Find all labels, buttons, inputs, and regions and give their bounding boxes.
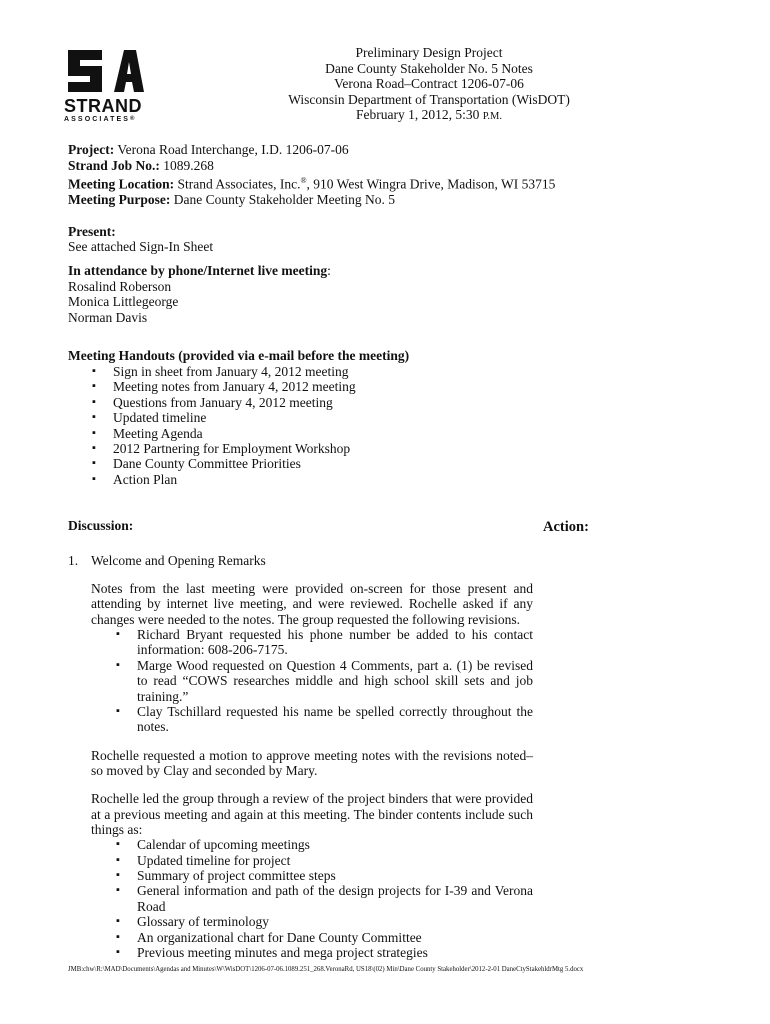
list-item: ▪ Sign in sheet from January 4, 2012 meeting [92,364,588,379]
list-item: ▪ Marge Wood requested on Question 4 Comments, part a. (1) be revised to read “COWS researches middle and high school skill sets and job training.” [116,658,533,704]
logo-name: STRAND [64,96,142,116]
binder-contents-list [91,837,533,960]
purpose-line: Meeting Purpose: Dane County Stakeholder Meeting No. 5 [68,192,395,208]
list-item: ▪ Action Plan [92,472,588,487]
list-item: ▪ Meeting notes from January 4, 2012 meeting [92,379,588,394]
item-1-body [91,581,533,960]
handouts-list [68,364,588,487]
header-line-3: Verona Road–Contract 1206-07-06 [334,76,524,92]
list-item: ▪ Questions from January 4, 2012 meeting [92,395,588,410]
handouts-heading: Meeting Handouts (provided via e-mail before the meeting) [68,348,410,364]
action-heading: Action: [543,519,589,535]
present-heading: Present: [68,223,116,239]
item-1-para-2: Rochelle requested a motion to approve meeting notes with the revisions noted–so moved by Clay and seconded by Mary. [91,747,533,779]
project-line: Project: Verona Road Interchange, I.D. 1206-07-06 [68,142,349,157]
item-1-para-3: Rochelle led the group through a review of the project binders that were provided at a previous meeting and again at this meeting. The binder contents include such things as: [91,791,533,837]
file-path-footer: JMB:chw\R:\MAD\Documents\Agendas and Minutes\W\WisDOT\1206-07-06.1089.251_268.VeronaRd, US18\(02) Min\Dane County Stakeholder\2012-2-01 DaneCtyStakehldrMtg 5.docx [68,966,584,973]
logo-tagline: ASSOCIATES® [64,116,137,123]
discussion-heading: Discussion: [68,518,134,533]
list-item: ▪ Glossary of terminology [116,914,533,929]
document-header [270,45,588,125]
list-item: ▪ Previous meeting minutes and mega project strategies [116,945,533,960]
list-item: ▪ Summary of project committee steps [116,868,533,883]
list-item: ▪ Dane County Committee Priorities [92,456,588,471]
attendee-name: Rosalind Roberson [68,278,172,294]
document-body [68,142,588,487]
header-line-4: Wisconsin Department of Transportation (WisDOT) [288,91,570,107]
list-item: ▪ Updated timeline [92,410,588,425]
location-line: Meeting Location: Strand Associates, Inc.®, 910 West Wingra Drive, Madison, WI 53715 [68,176,556,192]
list-item: ▪ General information and path of the design projects for I-39 and Verona Road [116,883,533,914]
item-number: 1. [68,553,79,568]
header-line-2: Dane County Stakeholder No. 5 Notes [325,60,533,76]
job-line: Strand Job No.: 1089.268 [68,157,214,173]
item-1-para-1: Notes from the last meeting were provided on-screen for those present and attending by internet live meeting, and were reviewed. Rochelle asked if any changes were needed to the notes. The group requested the following revisions. [91,581,533,627]
strand-sa-logo-icon [64,46,146,96]
header-line-1: Preliminary Design Project [355,45,503,60]
attendee-name: Norman Davis [68,309,148,325]
list-item: ▪ An organizational chart for Dane County Committee [116,930,533,945]
list-item: ▪ Meeting Agenda [92,426,588,441]
present-text: See attached Sign-In Sheet [68,239,214,255]
revisions-list [91,627,533,735]
strand-logo [64,46,154,124]
list-item: ▪ 2012 Partnering for Employment Workshop [92,441,588,456]
list-item: ▪ Updated timeline for project [116,853,533,868]
header-line-5: February 1, 2012, 5:30 P.M. [356,107,502,123]
list-item: ▪ Richard Bryant requested his phone number be added to his contact information: 608-206-7175. [116,627,533,658]
item-title: Welcome and Opening Remarks [91,553,266,568]
list-item: ▪ Calendar of upcoming meetings [116,837,533,852]
attendee-name: Monica Littlegeorge [68,294,179,310]
attendance-heading: In attendance by phone/Internet live meeting: [68,263,331,279]
list-item: ▪ Clay Tschillard requested his name be spelled correctly throughout the notes. [116,704,533,735]
